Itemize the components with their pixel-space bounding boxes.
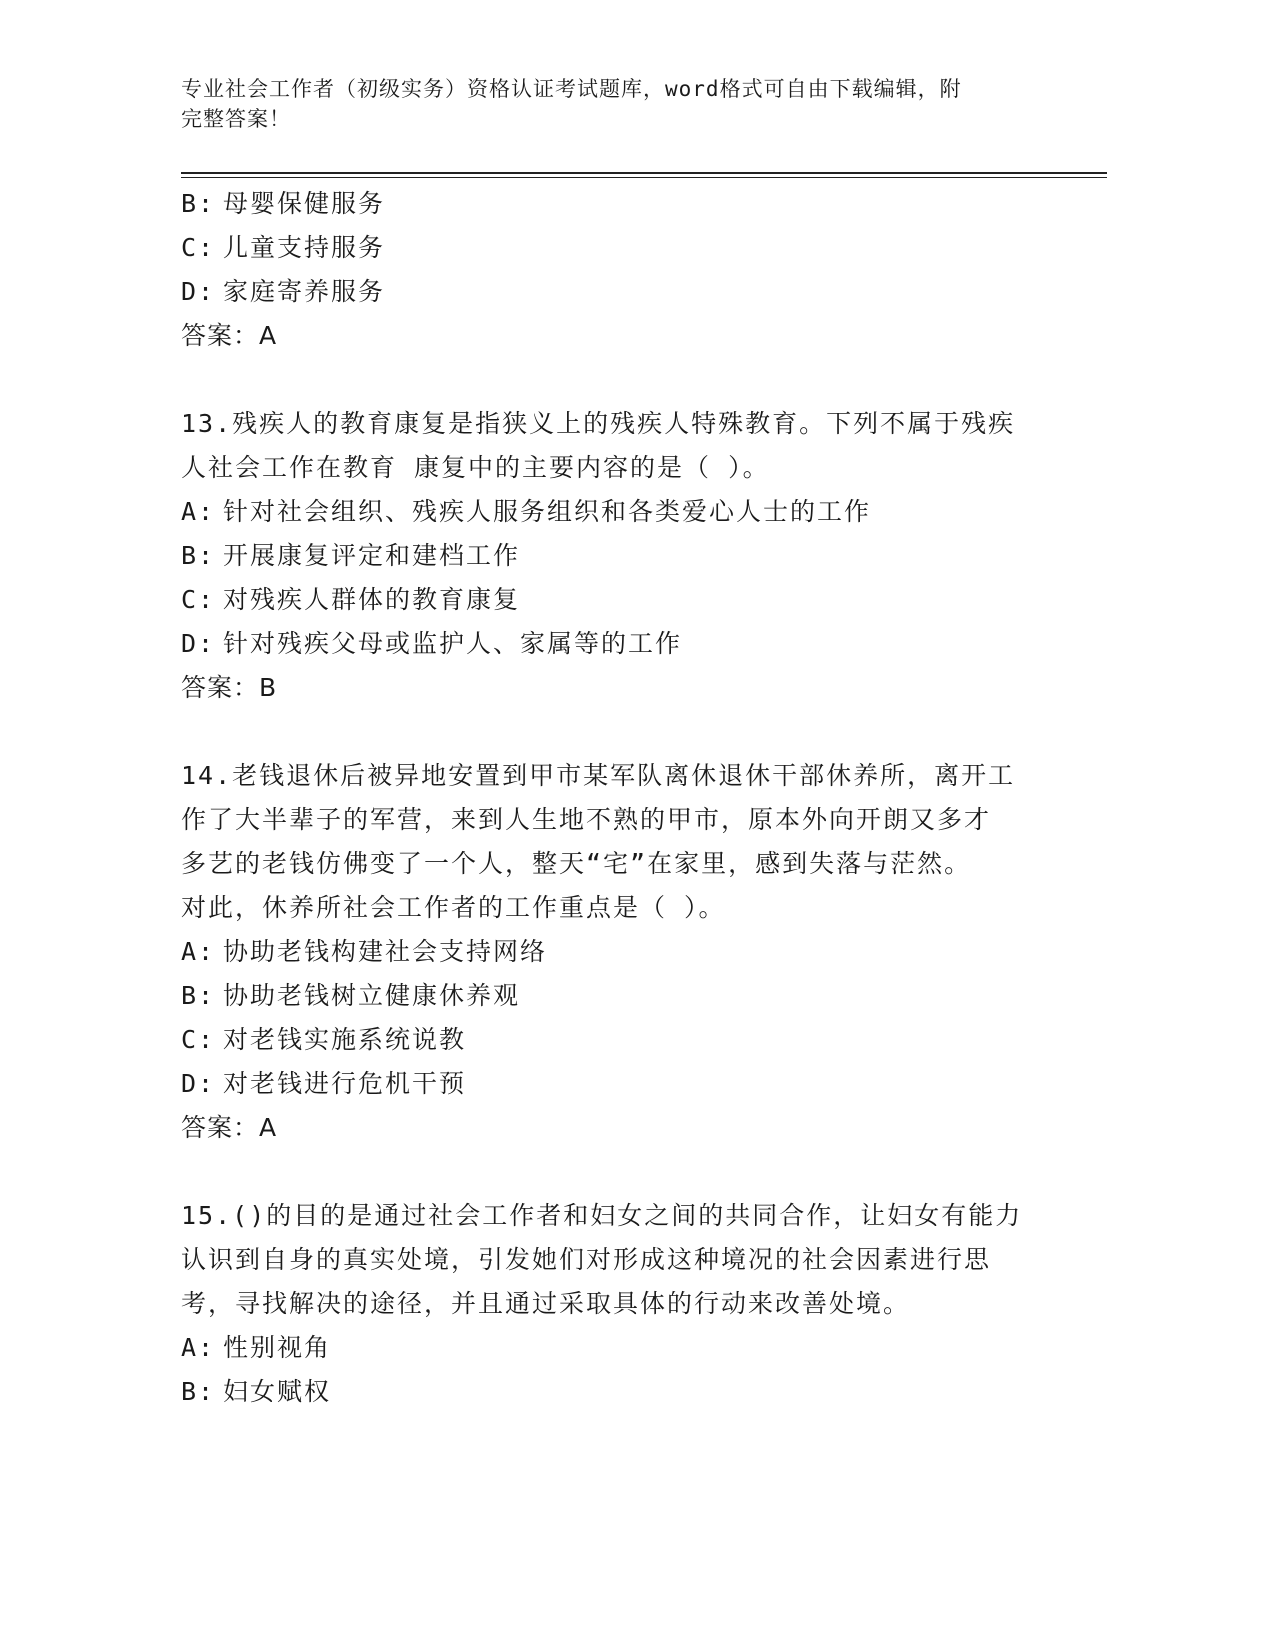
option-text: 家庭寄养服务 [223, 277, 386, 306]
option-key: C: [181, 1025, 216, 1054]
option-b [181, 974, 1041, 1018]
option-d [181, 622, 1041, 666]
option-b [181, 1370, 1041, 1414]
option-text: 对老钱实施系统说教 [223, 1025, 467, 1054]
answer-label: 答案：A [181, 1113, 278, 1142]
option-key: C: [181, 585, 216, 614]
prev-question [181, 182, 1041, 358]
question-13 [181, 402, 1041, 710]
option-key: A: [181, 497, 216, 526]
option-d [181, 1062, 1041, 1106]
option-key: B: [181, 189, 216, 218]
spacer [181, 710, 1041, 754]
option-key: D: [181, 629, 216, 658]
option-text: 妇女赋权 [223, 1377, 332, 1406]
option-text: 开展康复评定和建档工作 [223, 541, 521, 570]
spacer [181, 358, 1041, 402]
spacer [181, 1150, 1041, 1194]
option-key: C: [181, 233, 216, 262]
option-key: D: [181, 277, 216, 306]
question-stem-line: 认识到自身的真实处境，引发她们对形成这种境况的社会因素进行思 [181, 1245, 992, 1274]
option-a [181, 930, 1041, 974]
question-stem-line: 人社会工作在教育 康复中的主要内容的是（ ）。 [181, 453, 770, 482]
question-stem-line: 13.残疾人的教育康复是指狭义上的残疾人特殊教育。下列不属于残疾 [181, 409, 1016, 438]
question-stem-line: 15.()的目的是通过社会工作者和妇女之间的共同合作，让妇女有能力 [181, 1201, 1023, 1230]
option-key: A: [181, 937, 216, 966]
header-line-1: 专业社会工作者（初级实务）资格认证考试题库，word格式可自由下载编辑，附 [181, 77, 962, 101]
option-a [181, 1326, 1041, 1370]
option-text: 对残疾人群体的教育康复 [223, 585, 521, 614]
option-text: 针对社会组织、残疾人服务组织和各类爱心人士的工作 [223, 497, 872, 526]
question-stem-line: 14.老钱退休后被异地安置到甲市某军队离休退休干部休养所，离开工 [181, 761, 1016, 790]
option-key: B: [181, 981, 216, 1010]
option-c [181, 578, 1041, 622]
option-c [181, 1018, 1041, 1062]
option-a [181, 490, 1041, 534]
question-stem-line: 多艺的老钱仿佛变了一个人，整天“宅”在家里，感到失落与茫然。 [181, 849, 972, 878]
answer-label: 答案：A [181, 321, 278, 350]
question-stem-line: 作了大半辈子的军营，来到人生地不熟的甲市，原本外向开朗又多才 [181, 805, 992, 834]
option-text: 儿童支持服务 [223, 233, 386, 262]
option-text: 针对残疾父母或监护人、家属等的工作 [223, 629, 683, 658]
option-b [181, 182, 1041, 226]
option-c [181, 226, 1041, 270]
header-rule-thin [181, 177, 1107, 178]
question-list [181, 182, 1041, 1414]
option-d [181, 270, 1041, 314]
document-header [181, 74, 1061, 134]
option-key: D: [181, 1069, 216, 1098]
option-key: A: [181, 1333, 216, 1362]
option-text: 协助老钱树立健康休养观 [223, 981, 521, 1010]
question-14 [181, 754, 1041, 1150]
option-key: B: [181, 541, 216, 570]
option-text: 母婴保健服务 [223, 189, 386, 218]
answer-label: 答案：B [181, 673, 278, 702]
header-rule-thick [181, 172, 1107, 174]
option-text: 性别视角 [223, 1333, 332, 1362]
option-key: B: [181, 1377, 216, 1406]
option-text: 协助老钱构建社会支持网络 [223, 937, 548, 966]
question-stem-line: 考，寻找解决的途径，并且通过采取具体的行动来改善处境。 [181, 1289, 911, 1318]
question-15 [181, 1194, 1041, 1414]
option-b [181, 534, 1041, 578]
question-stem-line: 对此，休养所社会工作者的工作重点是（ ）。 [181, 893, 726, 922]
header-line-2: 完整答案！ [181, 107, 291, 131]
option-text: 对老钱进行危机干预 [223, 1069, 467, 1098]
